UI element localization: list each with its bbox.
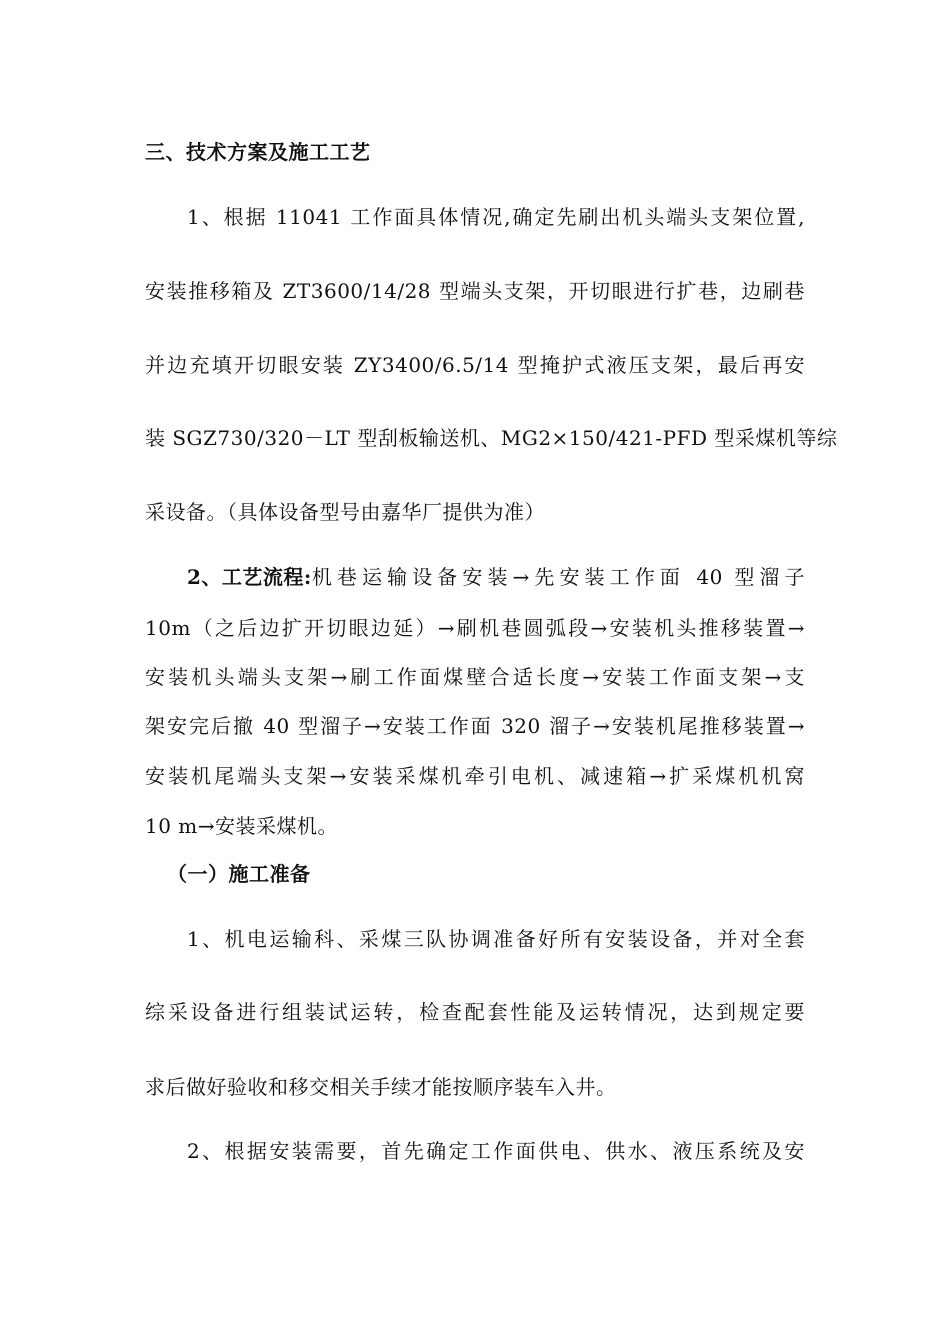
para3-line-2: 综采设备进行组装试运转，检查配套性能及运转情况，达到规定要 — [145, 1000, 805, 1024]
para1-line-3: 并边充填开切眼安装 ZY3400/6.5/14 型掩护式液压支架，最后再安 — [145, 353, 805, 377]
para2-line-4: 架安完后撤 40 型溜子→安装工作面 320 溜子→安装机尾推移装置→ — [145, 714, 805, 738]
subsection-heading: （一）施工准备 — [167, 862, 311, 886]
para2-line-1 — [187, 565, 805, 589]
para2-line-1-text: 机巷运输设备安装→先安装工作面 40 型溜子 — [311, 565, 805, 589]
process-flow-label: 2、工艺流程: — [187, 565, 312, 589]
para1-line-1: 1、根据 11041 工作面具体情况,确定先刷出机头端头支架位置, — [187, 205, 805, 229]
para2-line-6: 10 m→安装采煤机。 — [145, 814, 339, 838]
para1-line-5: 采设备。（具体设备型号由嘉华厂提供为准） — [145, 500, 545, 524]
para2-line-5: 安装机尾端头支架→安装采煤机牵引电机、减速箱→扩采煤机机窝 — [145, 764, 805, 788]
para3-line-1: 1、机电运输科、采煤三队协调准备好所有安装设备，并对全套 — [187, 927, 805, 951]
para4-line-1: 2、根据安装需要，首先确定工作面供电、供水、液压系统及安 — [187, 1139, 805, 1163]
para2-line-2: 10m（之后边扩开切眼边延）→刷机巷圆弧段→安装机头推移装置→ — [145, 616, 805, 640]
para1-line-2: 安装推移箱及 ZT3600/14/28 型端头支架，开切眼进行扩巷，边刷巷 — [145, 279, 805, 303]
para2-line-3: 安装机头端头支架→刷工作面煤壁合适长度→安装工作面支架→支 — [145, 665, 805, 689]
section-heading: 三、技术方案及施工工艺 — [145, 140, 371, 164]
para3-line-3: 求后做好验收和移交相关手续才能按顺序装车入井。 — [145, 1075, 617, 1099]
para1-line-4: 装 SGZ730/320－LT 型刮板输送机、MG2×150/421-PFD 型采煤机等综 — [145, 426, 838, 450]
